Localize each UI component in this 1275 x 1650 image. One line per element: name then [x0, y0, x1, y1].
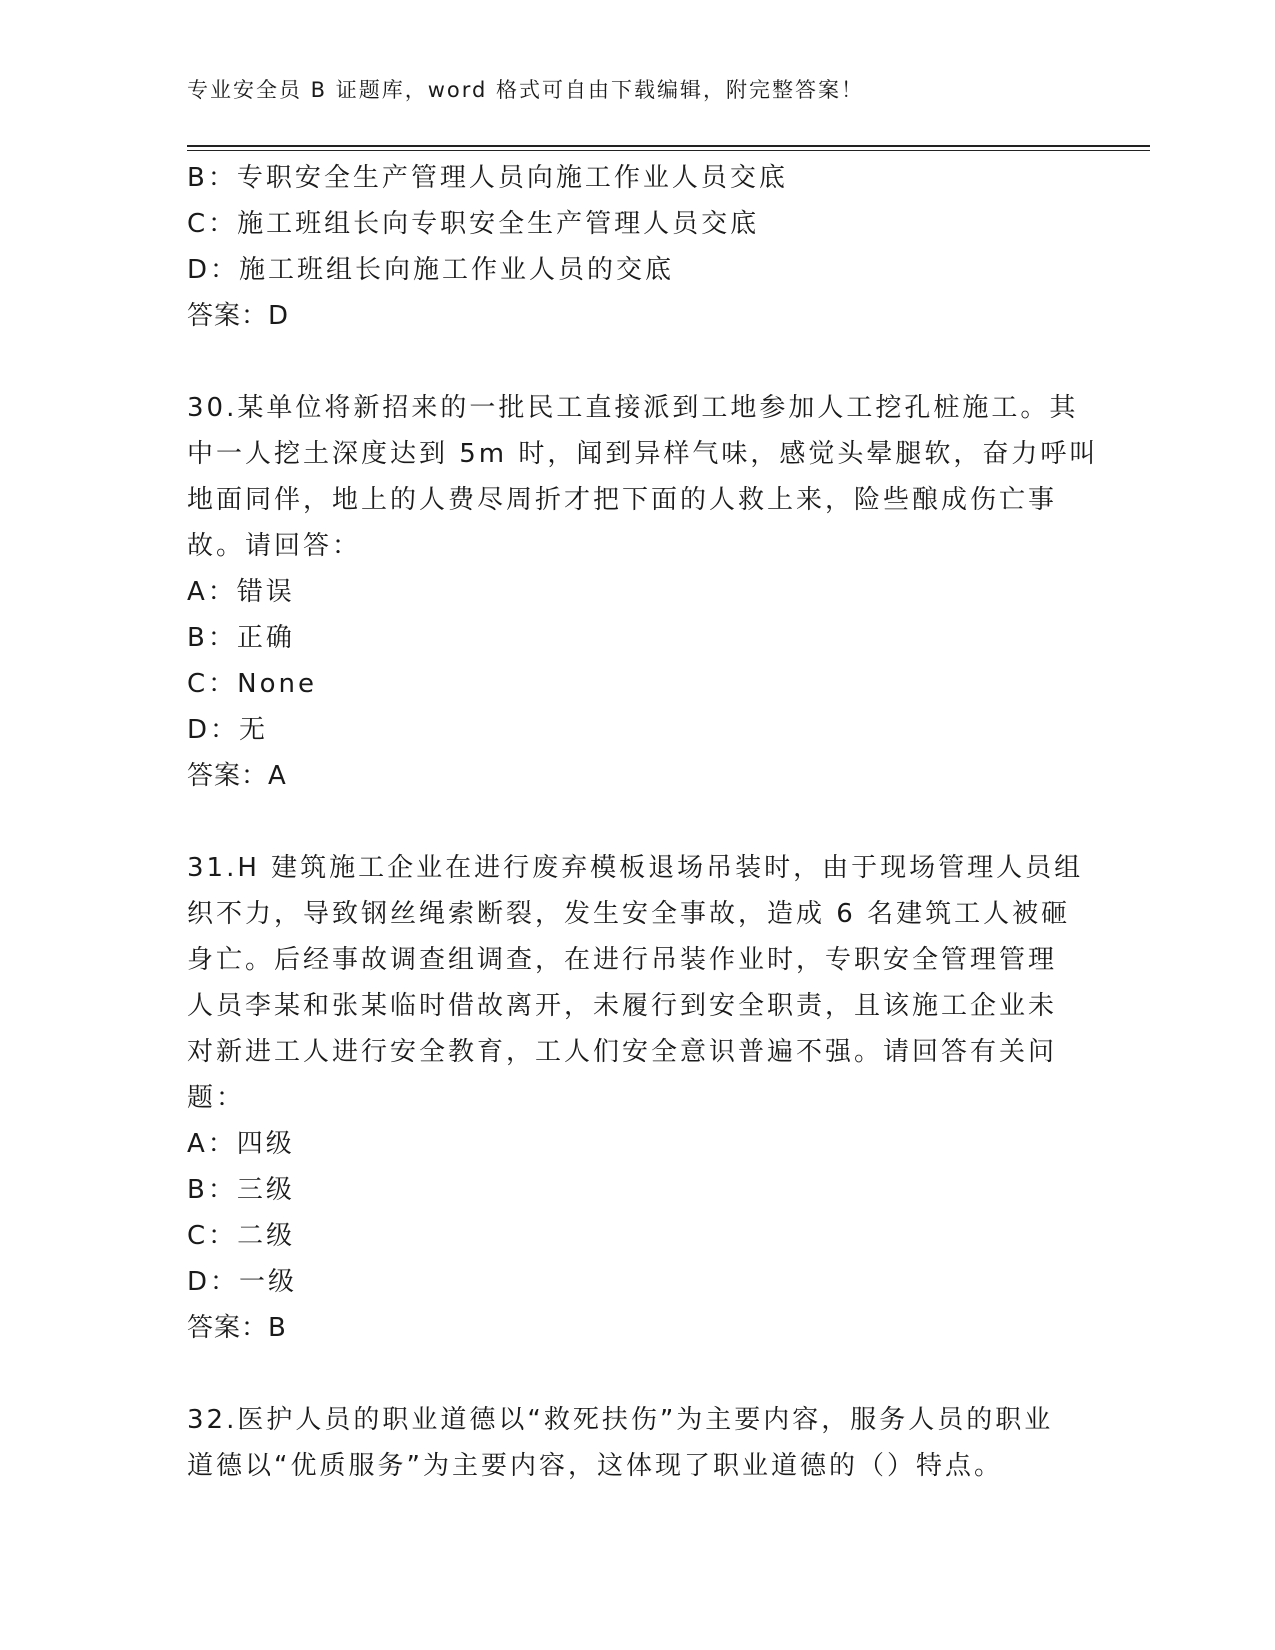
option-d: D：一级	[187, 1267, 298, 1297]
answer: 答案：D	[187, 301, 290, 331]
question-30	[187, 385, 1099, 799]
page-header: 专业安全员 B 证题库，word 格式可自由下载编辑，附完整答案！	[187, 78, 865, 102]
answer: 答案：B	[187, 1313, 287, 1343]
option-d: D：施工班组长向施工作业人员的交底	[187, 255, 675, 285]
answer: 答案：A	[187, 761, 287, 791]
question-32	[187, 1397, 1087, 1489]
question-text-line: 身亡。后经事故调查组调查，在进行吊装作业时，专职安全管理管理	[187, 945, 1058, 975]
question-31	[187, 845, 1087, 1351]
option-b: B：专职安全生产管理人员向施工作业人员交底	[187, 163, 788, 193]
question-text-line: 故。请回答：	[187, 531, 362, 561]
option-a: A：四级	[187, 1129, 295, 1159]
option-c: C：二级	[187, 1221, 296, 1251]
question-content	[187, 155, 1099, 1489]
question-text-line: 31.H 建筑施工企业在进行废弃模板退场吊装时，由于现场管理人员组	[187, 853, 1084, 883]
header-divider-thick	[187, 145, 1150, 147]
option-d: D：无	[187, 715, 269, 745]
question-text-line: 道德以“优质服务”为主要内容，这体现了职业道德的（）特点。	[187, 1451, 1003, 1481]
question-text-line: 对新进工人进行安全教育，工人们安全意识普遍不强。请回答有关问	[187, 1037, 1058, 1067]
option-b: B：三级	[187, 1175, 295, 1205]
option-c: C：None	[187, 669, 317, 699]
option-c: C：施工班组长向专职安全生产管理人员交底	[187, 209, 760, 239]
option-b: B：正确	[187, 623, 295, 653]
option-a: A：错误	[187, 577, 295, 607]
question-text-line: 人员李某和张某临时借故离开，未履行到安全职责，且该施工企业未	[187, 991, 1058, 1021]
question-text-line: 织不力，导致钢丝绳索断裂，发生安全事故，造成 6 名建筑工人被砸	[187, 899, 1071, 929]
question-text-line: 中一人挖土深度达到 5m 时，闻到异样气味，感觉头晕腿软，奋力呼叫	[187, 439, 1099, 469]
question-text-line: 题：	[187, 1083, 246, 1113]
question-text-line: 30.某单位将新招来的一批民工直接派到工地参加人工挖孔桩施工。其	[187, 393, 1079, 423]
question-text-line: 地面同伴，地上的人费尽周折才把下面的人救上来，险些酿成伤亡事	[187, 485, 1058, 515]
header-divider-thin	[187, 150, 1150, 151]
question-text-line: 32.医护人员的职业道德以“救死扶伤”为主要内容，服务人员的职业	[187, 1405, 1054, 1435]
question-29-tail	[187, 155, 1087, 339]
